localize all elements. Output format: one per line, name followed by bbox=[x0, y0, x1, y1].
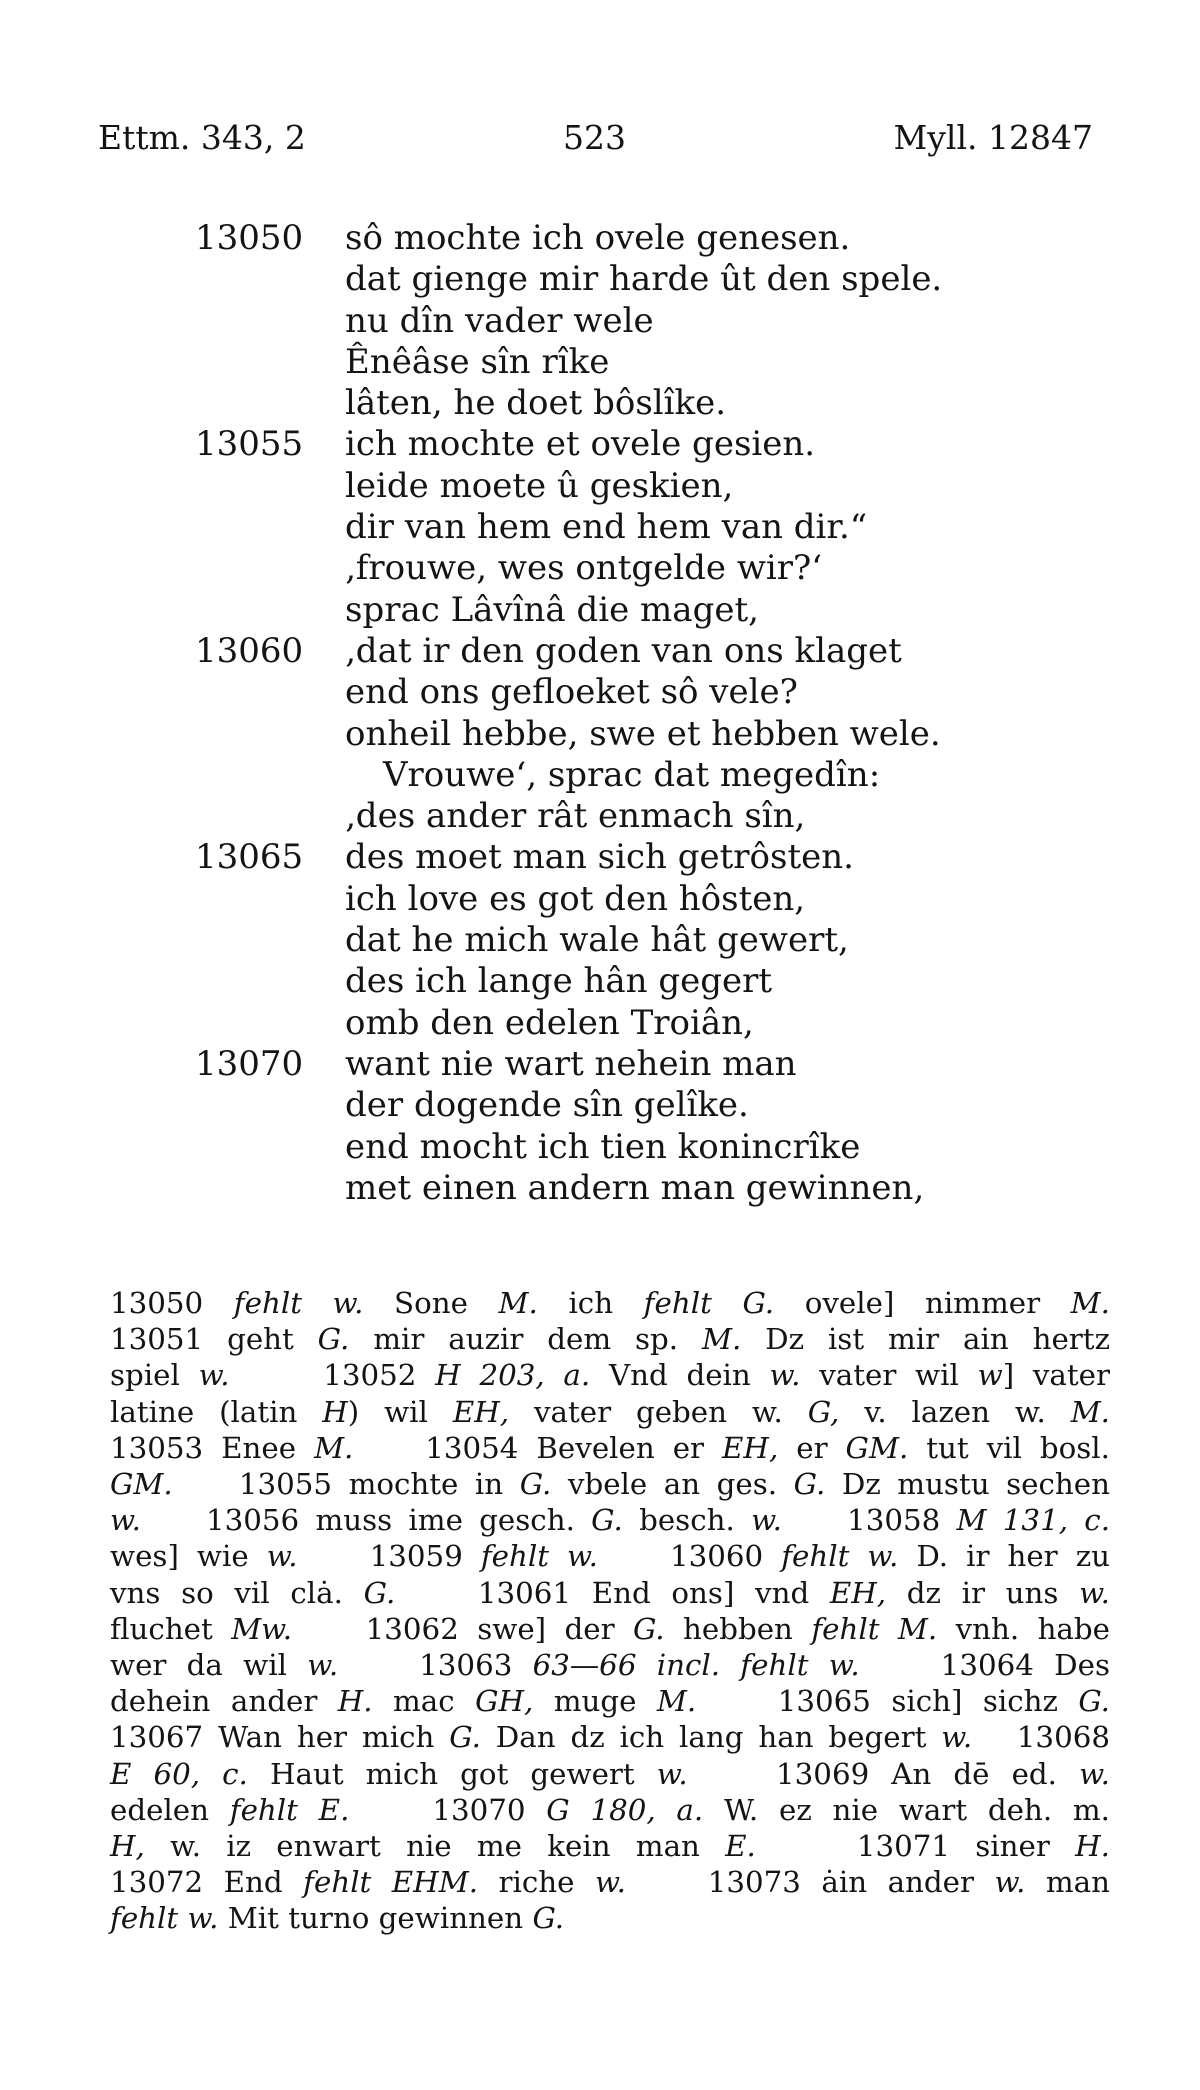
verse-line bbox=[0, 961, 1200, 1002]
verse-text: met einen andern man gewinnen, bbox=[345, 1167, 925, 1208]
verse-line bbox=[0, 631, 1200, 672]
verse-text: sprac Lâvînâ die maget, bbox=[345, 589, 759, 630]
verse-line bbox=[0, 920, 1200, 961]
apparatus-line: spiel w. 13052 H 203, a. Vnd dein w. vater wil w] vater bbox=[110, 1358, 1111, 1393]
apparatus-notes bbox=[110, 1285, 1110, 1937]
verse-text: des ich lange hân gegert bbox=[345, 961, 773, 1002]
apparatus-line: 13050 fehlt w. Sone M. ich fehlt G. ovele] nimmer M. bbox=[110, 1286, 1110, 1320]
verse-text: end mocht ich tien konincrîke bbox=[345, 1126, 861, 1167]
verse-text: ich love es got den hôsten, bbox=[345, 878, 806, 919]
verse-text: dir van hem end hem van dir.“ bbox=[345, 507, 868, 548]
verse-line bbox=[0, 1168, 1200, 1209]
verse-line bbox=[0, 1003, 1200, 1044]
verse-line bbox=[0, 301, 1200, 342]
verse-text: nu dîn vader wele bbox=[345, 300, 654, 341]
verse-number: 13050 bbox=[195, 218, 304, 258]
verse-text: dat gienge mir harde ût den spele. bbox=[345, 259, 943, 300]
apparatus-line: edelen fehlt E. 13070 G 180, a. W. ez nie wart deh. m. bbox=[110, 1792, 1110, 1827]
apparatus-line: w. 13056 muss ime gesch. G. besch. w. 13058 M 131, c. bbox=[110, 1503, 1111, 1538]
verse-line bbox=[0, 837, 1200, 878]
verse-line bbox=[0, 218, 1200, 259]
verse-text: end ons gefloeket sô vele? bbox=[345, 672, 798, 713]
apparatus-line: fehlt w. Mit turno gewinnen G. bbox=[110, 1901, 565, 1936]
verse-line bbox=[0, 714, 1200, 755]
verse-text: leide moete û geskien, bbox=[345, 465, 734, 506]
verse-line bbox=[0, 590, 1200, 631]
verse-number: 13070 bbox=[195, 1043, 304, 1084]
apparatus-line: GM. 13055 mochte in G. vbele an ges. G. Dz mustu sechen bbox=[110, 1467, 1110, 1502]
verse-text: ‚dat ir den goden van ons klaget bbox=[345, 630, 902, 671]
page-header bbox=[98, 118, 1093, 168]
header-left-reference: Ettm. 343, 2 bbox=[98, 118, 306, 157]
apparatus-line: 13072 End fehlt EHM. riche w. 13073 ȧin ander w. man bbox=[110, 1865, 1110, 1900]
verse-text: des moet man sich getrôsten. bbox=[345, 837, 854, 878]
apparatus-line: E 60, c. Haut mich got gewert w. 13069 An dē ed. w. bbox=[110, 1756, 1110, 1791]
page-number: 523 bbox=[563, 118, 626, 157]
verse-text: sô mochte ich ovele genesen. bbox=[345, 218, 851, 258]
verse-text: dat he mich wale hât gewert, bbox=[345, 920, 849, 961]
header-right-reference: Myll. 12847 bbox=[893, 118, 1093, 157]
verse-line bbox=[0, 383, 1200, 424]
apparatus-line: 13053 Enee M. 13054 Bevelen er EH, er GM. tut vil bosl. bbox=[110, 1430, 1110, 1465]
verse-text: ich mochte et ovele gesien. bbox=[345, 424, 816, 465]
verse-text: ‚des ander rât enmach sîn, bbox=[345, 796, 806, 837]
verse-line bbox=[0, 1127, 1200, 1168]
verse-number: 13065 bbox=[195, 837, 304, 878]
apparatus-line: dehein ander H. mac GH, muge M. 13065 sich] sichz G. bbox=[110, 1684, 1110, 1719]
verse-line bbox=[0, 507, 1200, 548]
apparatus-line: 13067 Wan her mich G. Dan dz ich lang han begert w. 13068 bbox=[110, 1720, 1110, 1755]
verse-line bbox=[0, 342, 1200, 383]
verse-text: Ênêâse sîn rîke bbox=[345, 341, 610, 382]
verse-text: lâten, he doet bôslîke. bbox=[345, 383, 727, 424]
apparatus-line: vns so vil clȧ. G. 13061 End ons] vnd EH, dz ir uns w. bbox=[110, 1575, 1110, 1610]
apparatus-line: fluchet Mw. 13062 swe] der G. hebben fehlt M. vnh. habe bbox=[110, 1611, 1110, 1646]
verse-line bbox=[0, 879, 1200, 920]
verse-line bbox=[0, 548, 1200, 589]
verse-line bbox=[0, 672, 1200, 713]
apparatus-line: 13051 geht G. mir auzir dem sp. M. Dz ist mir ain hertz bbox=[110, 1322, 1110, 1357]
verse-line bbox=[0, 1044, 1200, 1085]
verse-line bbox=[0, 796, 1200, 837]
apparatus-line: wes] wie w. 13059 fehlt w. 13060 fehlt w. D. ir her zu bbox=[110, 1539, 1111, 1574]
verse-text: omb den edelen Troiân, bbox=[345, 1002, 754, 1043]
verse-line bbox=[0, 755, 1200, 796]
verse-block bbox=[0, 218, 1200, 1209]
verse-text: Vrouwe‘, sprac dat megedîn: bbox=[383, 754, 881, 795]
verse-text: onheil hebbe, swe et hebben wele. bbox=[345, 713, 941, 754]
verse-line bbox=[0, 259, 1200, 300]
verse-line bbox=[0, 466, 1200, 507]
apparatus-line: latine (latin H) wil EH, vater geben w. G, v. lazen w. M. bbox=[110, 1394, 1110, 1429]
verse-line bbox=[0, 1085, 1200, 1126]
verse-text: ‚frouwe, wes ontgelde wir?‘ bbox=[345, 548, 823, 589]
verse-number: 13055 bbox=[195, 424, 304, 465]
apparatus-line: wer da wil w. 13063 63—66 incl. fehlt w. 13064 Des bbox=[110, 1648, 1110, 1683]
verse-line bbox=[0, 424, 1200, 465]
apparatus-line: H, w. iz enwart nie me kein man E. 13071 siner H. bbox=[110, 1829, 1110, 1864]
verse-text: want nie wart nehein man bbox=[345, 1043, 797, 1084]
verse-text: der dogende sîn gelîke. bbox=[345, 1085, 749, 1126]
verse-number: 13060 bbox=[195, 630, 304, 671]
